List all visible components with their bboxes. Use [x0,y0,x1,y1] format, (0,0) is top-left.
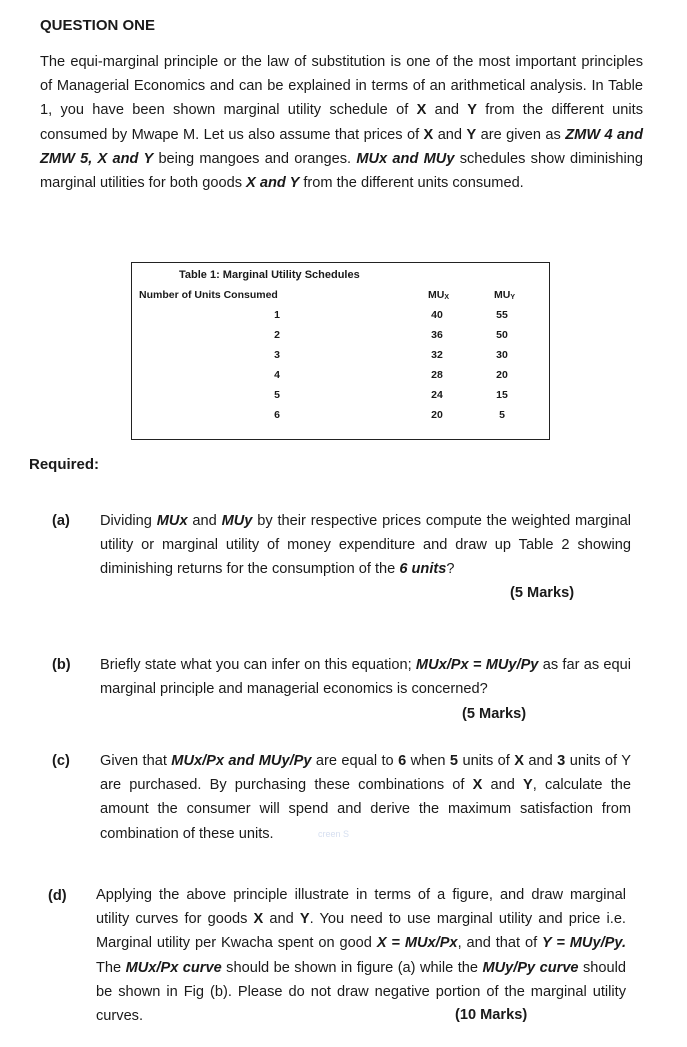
col-header-muy-text: MU [494,289,511,301]
qd-text: and [263,911,300,928]
good-x: X [514,753,524,769]
required-heading: Required: [29,456,100,473]
qb-text: Briefly state what you can infer on this equation; [100,657,416,673]
value-five: 5 [449,753,459,769]
intro-text: from the different units consumed. [299,175,524,192]
qc-text: when [406,753,450,769]
cell-mux: 40 [431,309,443,321]
cell-mux: 32 [431,349,443,361]
mupx-curve-term: MUx/Px curve [125,959,222,976]
question-a-marks: (5 Marks) [510,585,575,601]
good-x: X [472,777,483,794]
cell-mux: 20 [431,409,443,421]
cell-muy: 5 [499,409,505,421]
y-equation: Y = MUy/Py. [542,935,627,952]
question-b-label: (b) [52,657,71,673]
cell-units: 2 [274,329,280,341]
qb-text: as far as equi marginal principle and managerial economics is concerned? [100,657,631,698]
cell-units: 4 [274,369,280,381]
qd-text: should be shown in figure (a) while the [221,959,483,976]
marginal-utility-table [131,262,550,440]
mu-text: MUx and MUy [356,150,455,167]
col-header-units: Number of Units Consumed [139,289,278,301]
prices-text: ZMW 4 and ZMW 5, X and Y [40,126,643,167]
qd-text: The [96,959,126,976]
good-y: Y [299,911,310,928]
mux-term: MUx [156,513,188,529]
intro-text: from the different units consumed by Mwape M. Let us also assume that prices of [40,102,643,143]
intro-text: schedules show diminishing marginal utilities for both goods [40,150,644,192]
question-d-marks: (10 Marks) [455,1007,528,1023]
question-heading: QUESTION ONE [40,17,156,34]
qd-text: Applying the above principle illustrate in terms of a figure, and draw marginal utility curves for goods [96,887,626,928]
col-header-mux [428,289,449,301]
muy-term: MUy [221,513,253,529]
qa-text: Dividing [100,513,157,529]
cell-mux: 24 [431,389,443,401]
table-row [132,309,549,329]
cell-muy: 15 [496,389,508,401]
cell-mux: 36 [431,329,443,341]
qd-text: . You need to use marginal utility and price i.e. Marginal utility per Kwacha spent on good [96,911,626,952]
cell-units: 1 [274,309,280,321]
value-three: 3 [557,753,566,769]
mupy-curve-term: MUy/Py curve [482,959,579,976]
qc-text: units of [458,753,515,769]
cell-muy: 55 [496,309,508,321]
equation-term: MUx/Px = MUy/Py [415,657,539,673]
intro-text: and [426,102,468,119]
col-header-mux-sub: X [444,294,450,301]
table-row [132,369,549,389]
qc-text: and [524,753,558,769]
intro-text: and [433,126,467,143]
question-b-marks: (5 Marks) [462,706,527,722]
qc-text: units of Y are purchased. By purchasing these combinations of [100,753,631,794]
col-header-muy [494,289,515,301]
question-a-text [100,509,631,582]
qc-text: are equal to [311,753,399,769]
screen-watermark: creen S [318,829,350,839]
col-header-muy-sub: Y [510,294,516,301]
goods-text: X and Y [246,175,300,192]
table-row [132,329,549,349]
intro-text: are given as [476,126,566,143]
good-x: X [253,911,264,928]
qa-text: by their respective prices compute the weighted marginal utility or marginal utility of money expenditure and draw up Table 2 showing diminishing returns for the consumption of the [100,513,631,578]
qc-text: Given that [100,753,172,769]
qd-text: , and that of [457,935,543,952]
intro-text: The equi-marginal principle or the law of substitution is one of the most important principles of Managerial Economics and can be explained in terms of an arithmetical analysis. In Table 1, you have been shown marginal utility schedule of [40,54,643,119]
qa-text: ? [446,561,455,578]
cell-mux: 28 [431,369,443,381]
x-equation: X = MUx/Px [376,935,458,952]
units-term: 6 units [399,561,447,578]
value-six: 6 [398,753,407,769]
table-row [132,409,549,429]
col-header-mux-text: MU [428,289,445,301]
intro-text: being mangoes and oranges. [153,150,357,167]
intro-paragraph [40,50,643,195]
cell-units: 3 [274,349,280,361]
good-x: X [423,126,434,143]
cell-units: 6 [274,409,280,421]
qd-text: should be shown in Fig (b). Please do not draw negative portion of the marginal utility curves. [96,959,627,1025]
cell-units: 5 [274,389,280,401]
good-y: Y [467,102,477,119]
question-a-label: (a) [52,513,70,529]
cell-muy: 50 [496,329,508,341]
good-y: Y [523,777,533,794]
question-d-label: (d) [48,888,67,904]
qc-text: , calculate the amount the consumer will spend and derive the maximum satisfaction from combination of these units. [100,777,631,842]
qc-text: and [482,777,524,794]
good-y: Y [466,126,477,143]
question-c-text [100,749,631,846]
question-d-text [96,883,626,1028]
table-row [132,389,549,409]
question-b-text [100,653,631,701]
good-x: X [416,102,427,119]
table-row [132,349,549,369]
qa-text: and [187,513,222,529]
question-c-label: (c) [52,753,70,769]
cell-muy: 30 [496,349,508,361]
equation-term: MUx/Px and MUy/Py [171,753,312,769]
cell-muy: 20 [496,369,508,381]
table-caption: Table 1: Marginal Utility Schedules [179,269,360,281]
